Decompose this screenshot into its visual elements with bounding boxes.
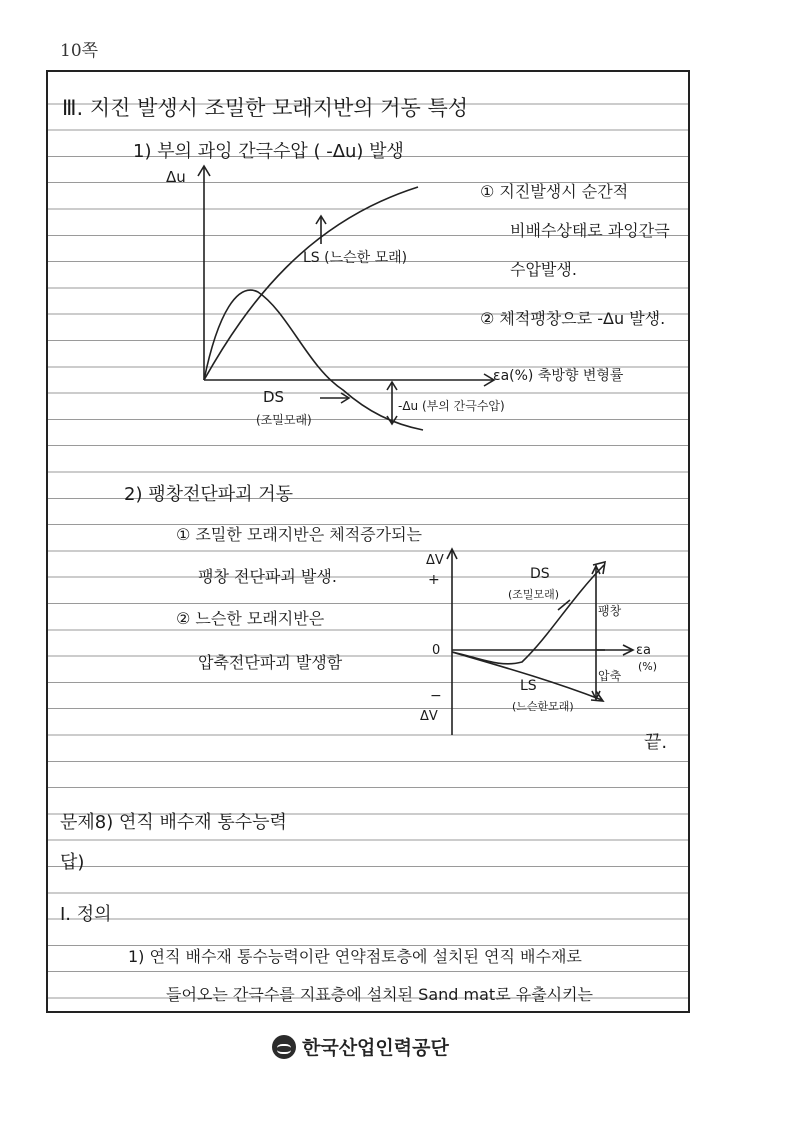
item1-note2: ② 체적팽창으로 -Δu 발생. [480, 309, 666, 328]
item1-heading: 1) 부의 과잉 간극수압 ( -Δu) 발생 [133, 141, 404, 162]
item2-line3: ② 느슨한 모래지반은 [176, 609, 325, 628]
expansion-label: 팽창 [598, 604, 622, 618]
x-axis-label: εa(%) 축방향 변형률 [493, 368, 624, 384]
question8-label: 문제8) 연직 배수재 통수능력 [60, 812, 287, 833]
item2-heading: 2) 팽창전단파괴 거동 [124, 484, 294, 505]
ls-curve [204, 187, 418, 380]
answer-label: 답) [60, 852, 85, 873]
zero-label: 0 [432, 643, 441, 658]
ds-curve [452, 565, 604, 664]
item2-line1: ① 조밀한 모래지반은 체적증가되는 [176, 525, 422, 544]
neg-du-label: -Δu (부의 간극수압) [398, 399, 505, 413]
volume-change-chart [400, 540, 680, 760]
footer [272, 1033, 449, 1060]
ls-label: LS [520, 678, 537, 694]
ds-label: DS [530, 566, 550, 582]
item1-note1-line3: 수압발생. [510, 260, 577, 279]
answer-sheet [46, 70, 690, 1013]
page-number: 10쪽 [60, 41, 99, 61]
plus-sign: + [428, 572, 440, 588]
compression-label: 압축 [598, 669, 622, 683]
ls-sub-label: (느슨한모래) [512, 700, 574, 713]
x-axis-label: εa [636, 643, 651, 658]
definition-line2: 들어오는 간극수를 지표층에 설치된 Sand mat로 유출시키는 [166, 985, 594, 1004]
footer-org-name: 한국산업인력공단 [302, 1037, 449, 1059]
x-axis-unit: (%) [638, 660, 658, 673]
y-label-bottom: ΔV [420, 709, 438, 724]
item1-note1-line2: 비배수상태로 과잉간극 [510, 221, 670, 240]
item2-line4: 압축전단파괴 발생함 [198, 653, 343, 672]
ds-sub-label: (조밀모래) [508, 588, 560, 601]
hrdk-logo-icon [272, 1035, 296, 1059]
ls-label: LS (느슨한 모래) [303, 250, 408, 266]
definition-title: Ⅰ. 정의 [60, 904, 112, 925]
item2-line2: 팽창 전단파괴 발생. [198, 567, 337, 586]
ds-label: DS [263, 388, 285, 406]
ds-sub-label: (조밀모래) [256, 413, 312, 427]
y-label-top: ΔV [426, 553, 444, 568]
section-title: Ⅲ. 지진 발생시 조밀한 모래지반의 거동 특성 [62, 96, 469, 120]
minus-sign: − [430, 688, 442, 704]
end-mark: 끝. [644, 732, 668, 753]
item1-note1-line1: ① 지진발생시 순간적 [480, 182, 629, 201]
y-axis-label: Δu [166, 168, 186, 186]
ds-pointer [558, 600, 570, 610]
ds-curve [204, 290, 423, 430]
definition-line1: 1) 연직 배수재 통수능력이란 연약점토층에 설치된 연직 배수재로 [128, 947, 582, 966]
